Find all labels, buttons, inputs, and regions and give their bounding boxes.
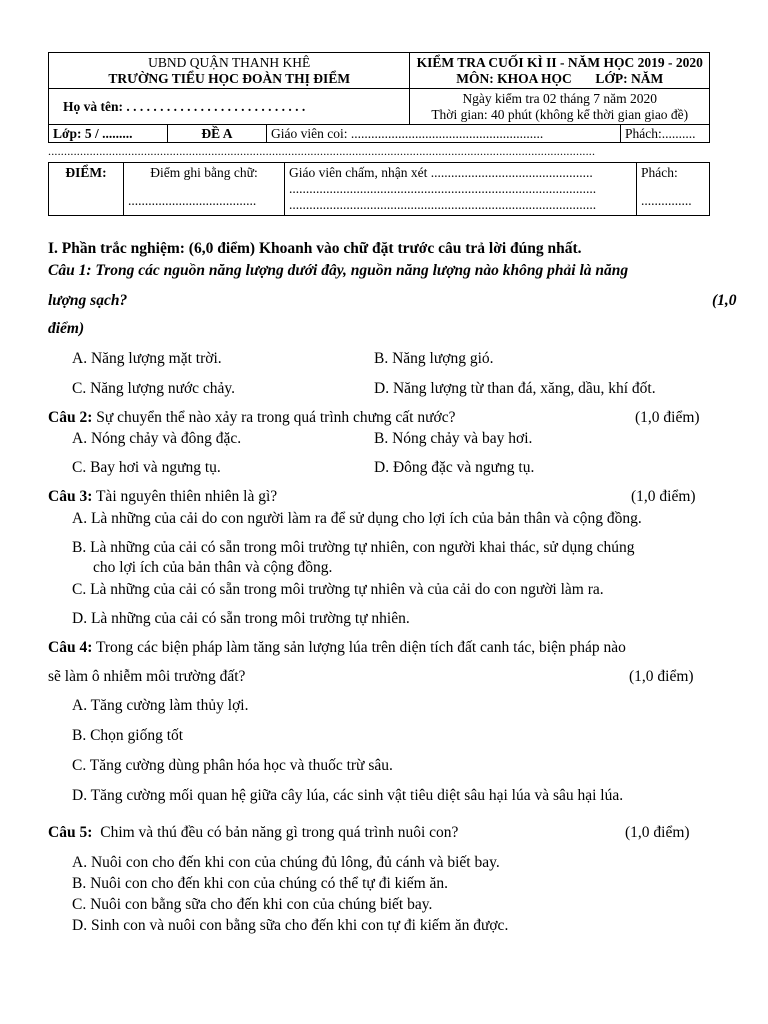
- score-words-field[interactable]: ......................................: [128, 193, 257, 208]
- grader-label: Giáo viên chấm, nhận xét ................................................: [289, 165, 593, 180]
- q4-stem: [48, 639, 626, 657]
- code-field-2[interactable]: ...............: [641, 193, 692, 208]
- q5-option-d[interactable]: D. Sinh con và nuôi con bằng sữa cho đến khi con tự đi kiếm ăn được.: [72, 917, 509, 934]
- exam-code: ĐỀ A: [168, 125, 267, 143]
- q2-text: Sự chuyển thể nào xảy ra trong quá trình chưng cất nước?: [96, 409, 456, 426]
- proctor-field[interactable]: Giáo viên coi: .........................................................: [267, 125, 621, 143]
- grader-field-2[interactable]: ...........................................................................................: [289, 197, 597, 212]
- q3-points: (1,0 điểm): [631, 488, 696, 505]
- q4-option-a[interactable]: A. Tăng cường làm thủy lợi.: [72, 697, 249, 714]
- q3-option-c[interactable]: C. Là những của cải có sẵn trong môi trường tự nhiên và của cải do con người làm ra.: [72, 581, 604, 598]
- q1-option-d[interactable]: D. Năng lượng từ than đá, xăng, dầu, khí đốt.: [374, 380, 656, 397]
- q5-label: Câu 5:: [48, 824, 93, 841]
- q4-option-b[interactable]: B. Chọn giống tốt: [72, 727, 184, 744]
- q2-points: (1,0 điểm): [635, 409, 700, 426]
- exam-title-cell: [410, 53, 710, 89]
- q3-text: Tài nguyên thiên nhiên là gì?: [95, 488, 278, 505]
- code-cell: [637, 163, 710, 216]
- section-title: I. Phần trắc nghiệm: (6,0 điểm) Khoanh vào chữ đặt trước câu trả lời đúng nhất.: [48, 240, 582, 257]
- class-field[interactable]: Lớp: 5 / .........: [49, 125, 168, 143]
- q3-stem: [48, 488, 277, 506]
- header-table: [48, 52, 710, 143]
- school-cell: [49, 53, 410, 89]
- q2-label: Câu 2:: [48, 409, 93, 426]
- score-label: ĐIỂM:: [49, 163, 124, 216]
- score-table: [48, 162, 710, 216]
- q1-line1: Câu 1: Trong các nguồn năng lượng dưới đây, nguồn năng lượng nào không phải là năng: [48, 262, 629, 279]
- q5-option-b[interactable]: B. Nuôi con cho đến khi con của chúng có thể tự đi kiếm ăn.: [72, 875, 449, 892]
- q4-option-d[interactable]: D. Tăng cường mối quan hệ giữa cây lúa, các sinh vật tiêu diệt sâu hại lúa và sâu hại lúa.: [72, 787, 624, 804]
- q1-line2: lượng sạch?: [48, 292, 128, 309]
- cut-line: ...........................................................................................................................................................................: [48, 144, 596, 158]
- exam-date: Ngày kiểm tra 02 tháng 7 năm 2020: [462, 90, 658, 106]
- q5-text: Chim và thú đều có bản năng gì trong quá trình nuôi con?: [100, 824, 459, 841]
- q5-option-c[interactable]: C. Nuôi con bằng sữa cho đến khi con của chúng biết bay.: [72, 896, 433, 913]
- q2-option-a[interactable]: A. Nóng chảy và đông đặc.: [72, 430, 242, 447]
- q4-option-c[interactable]: C. Tăng cường dùng phân hóa học và thuốc trừ sâu.: [72, 757, 393, 774]
- name-field[interactable]: Họ và tên: . . . . . . . . . . . . . . . . . . . . . . . . . . .: [63, 98, 306, 114]
- q5-option-a[interactable]: A. Nuôi con cho đến khi con của chúng đủ lông, đủ cánh và biết bay.: [72, 854, 500, 871]
- district-name: UBND QUẬN THANH KHÊ: [148, 54, 311, 70]
- q3-option-a[interactable]: A. Là những của cải do con người làm ra để sử dụng cho lợi ích của bản thân và cộng đồng.: [72, 510, 642, 527]
- q4-text-cont: sẽ làm ô nhiễm môi trường đất?: [48, 668, 246, 685]
- q5-points: (1,0 điểm): [625, 824, 690, 841]
- q1-points: (1,0: [712, 292, 737, 309]
- q1-points-cont: điểm): [48, 320, 85, 337]
- q4-label: Câu 4:: [48, 639, 93, 656]
- score-words-label: Điểm ghi bằng chữ:: [150, 165, 258, 180]
- grader-cell: [285, 163, 637, 216]
- q3-option-d[interactable]: D. Là những của cải có sẵn trong môi trường tự nhiên.: [72, 610, 410, 627]
- q2-option-d[interactable]: D. Đông đặc và ngưng tụ.: [374, 459, 535, 476]
- q5-stem: [48, 824, 458, 842]
- school-name: TRƯỜNG TIỂU HỌC ĐOÀN THỊ ĐIỂM: [108, 70, 351, 86]
- q3-label: Câu 3:: [48, 488, 93, 505]
- q1-option-a[interactable]: A. Năng lượng mặt trời.: [72, 350, 222, 367]
- exam-duration: Thời gian: 40 phút (không kể thời gian giao đề): [431, 106, 689, 122]
- q4-points: (1,0 điểm): [629, 668, 694, 685]
- subject-line: MÔN: KHOA HỌC LỚP: NĂM: [456, 70, 664, 86]
- q4-text: Trong các biện pháp làm tăng sản lượng lúa trên diện tích đất canh tác, biện pháp nào: [95, 639, 626, 656]
- q2-stem: [48, 409, 455, 427]
- q2-option-c[interactable]: C. Bay hơi và ngưng tụ.: [72, 459, 221, 476]
- q1-option-c[interactable]: C. Năng lượng nước chảy.: [72, 380, 236, 397]
- q3-option-b-cont: cho lợi ích của bản thân và cộng đồng.: [93, 559, 333, 576]
- date-cell: [410, 89, 710, 125]
- q3-option-b[interactable]: B. Là những của cải có sẵn trong môi trường tự nhiên, con người khai thác, sử dụng chúng: [72, 539, 635, 556]
- code-label: Phách:: [641, 165, 678, 180]
- q1-option-b[interactable]: B. Năng lượng gió.: [374, 350, 494, 367]
- code-field[interactable]: Phách:..........: [621, 125, 710, 143]
- score-words-cell: [124, 163, 285, 216]
- q2-option-b[interactable]: B. Nóng chảy và bay hơi.: [374, 430, 533, 447]
- name-cell: [49, 89, 410, 125]
- exam-title: KIỂM TRA CUỐI KÌ II - NĂM HỌC 2019 - 2020: [416, 54, 703, 70]
- grader-field-1[interactable]: ...........................................................................................: [289, 181, 597, 196]
